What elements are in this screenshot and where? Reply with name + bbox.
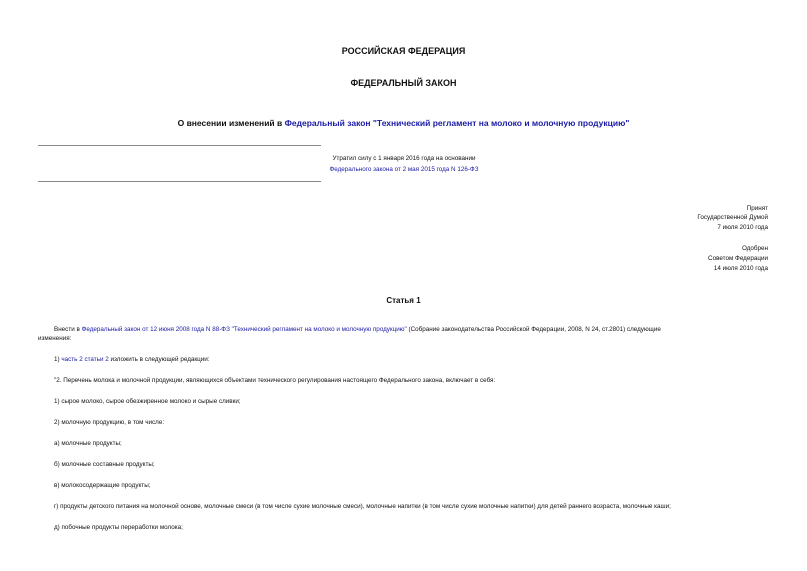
item-1-suffix: изложить в следующей редакции: [108, 356, 210, 363]
paragraph: 2) молочную продукцию, в том числе: [54, 419, 165, 426]
country-heading: РОССИЙСКАЯ ФЕДЕРАЦИЯ [341, 46, 466, 56]
divider-top [38, 145, 321, 146]
adopted-line-3: 7 июля 2010 года [717, 224, 768, 231]
repeal-note: Утратил силу с 1 января 2016 года на основании [332, 155, 476, 162]
doc-type-heading: ФЕДЕРАЛЬНЫЙ ЗАКОН [350, 78, 457, 88]
paragraph: г) продукты детского питания на молочной основе, молочные смеси (в том числе сухие молочные смеси), молочные напитки (в том числе сухие молочные напитки) для детей раннего возраста, молочные каши; [54, 503, 671, 510]
intro-paragraph [54, 325, 661, 334]
approved-line-1: Одобрен [741, 245, 768, 252]
item-1-prefix: 1) [54, 356, 62, 363]
item-1 [54, 355, 210, 364]
approved-line-2: Советом Федерации [708, 255, 768, 262]
approved-line-3: 14 июля 2010 года [713, 265, 768, 272]
repeal-link[interactable]: Федерального закона от 2 мая 2015 года N 126-ФЗ [329, 166, 479, 173]
article-heading: Статья 1 [386, 296, 421, 305]
law-title-link[interactable]: Федеральный закон "Технический регламент на молоко и молочную продукцию" [284, 118, 630, 128]
intro-suffix: (Собрание законодательства Российской Федерации, 2008, N 24, ст.2801) следующие [406, 326, 661, 333]
adopted-line-2: Государственной Думой [697, 214, 768, 221]
law-title-prefix: О внесении изменений в [177, 118, 285, 128]
item-1-link[interactable]: часть 2 статьи 2 [61, 356, 109, 363]
divider-bottom [38, 181, 321, 182]
paragraph: д) побочные продукты переработки молока; [54, 524, 183, 531]
paragraph: в) молокосодержащие продукты; [54, 482, 151, 489]
intro-law-link[interactable]: Федеральный закон от 12 июня 2008 года N 88-ФЗ "Технический регламент на молоко и молочную продукцию" [81, 326, 407, 333]
law-title [0, 118, 807, 128]
paragraph: 1) сырое молоко, сырое обезжиренное молоко и сырые сливки; [54, 398, 241, 405]
intro-prefix: Внести в [54, 326, 82, 333]
intro-paragraph-line2: изменения: [38, 335, 72, 342]
paragraph: а) молочные продукты; [54, 440, 122, 447]
adopted-line-1: Принят [746, 205, 768, 212]
paragraph: б) молочные составные продукты; [54, 461, 155, 468]
paragraph: "2. Перечень молока и молочной продукции, являющихся объектами технического регулирования настоящего Федерального закона, включает в себя: [54, 377, 496, 384]
